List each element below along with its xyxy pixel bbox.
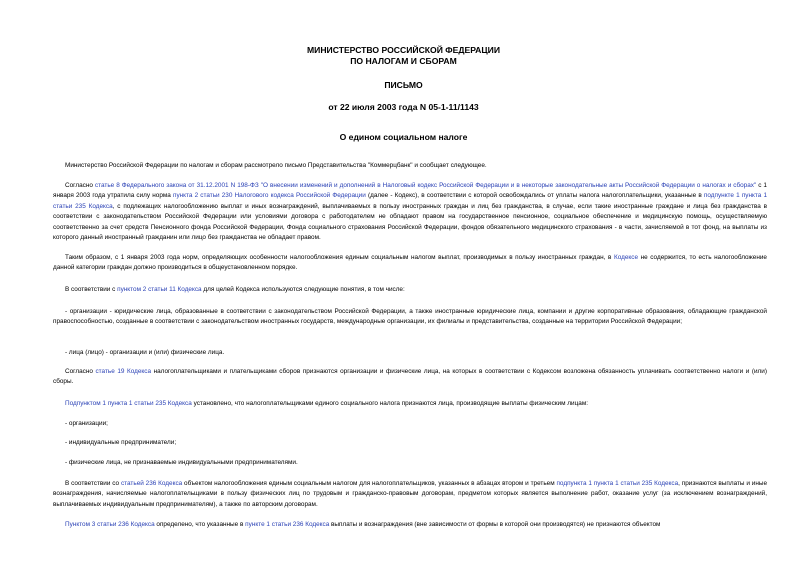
- list-item-organizations: - организации;: [65, 420, 108, 427]
- paragraph-article236: [53, 479, 767, 510]
- paragraph-intro: Министерство Российской Федерации по налогам и сборам рассмотрело письмо Представительства "Коммерцбанк" и сообщает следующее.: [65, 162, 487, 169]
- link-article-236-p1[interactable]: пункте 1 статьи 236 Кодекса: [245, 521, 330, 528]
- list-item-entrepreneurs: - индивидуальные предприниматели;: [65, 439, 177, 446]
- link-article-236-p3[interactable]: Пунктом 3 статьи 236 Кодекса: [65, 521, 155, 528]
- paragraph-conclusion: [53, 253, 767, 274]
- paragraph-article19: [53, 367, 767, 388]
- document-type: ПИСЬМО: [384, 80, 423, 90]
- link-federal-law-198[interactable]: статье 8 Федерального закона от 31.12.2001 N 198-ФЗ "О внесении изменений и дополнений в Налоговый кодекс Российской Федерации и в некоторые законодательные акты Российской Федерации о налогах и сборах": [94, 182, 757, 189]
- text: выплаты и вознаграждения (вне зависимости от формы в которой они производятся) не признаются объектом: [329, 521, 661, 528]
- link-article-235[interactable]: подпункте 1 пункта 1 статьи 235 Кодекса: [53, 192, 768, 210]
- link-subclause-235[interactable]: Подпунктом 1 пункта 1 статьи 235 Кодекса: [65, 400, 192, 407]
- list-item-individuals: - физические лица, не признаваемые индивидуальными предпринимателями.: [65, 459, 298, 466]
- text: установлено, что налогоплательщиками единого социального налога признаются лица, производящие выплаты физическим лицам:: [191, 400, 588, 407]
- text: , с подлежащих налогообложению выплат и иных вознаграждений, выплачиваемых в пользу иностранных граждан и лиц без гражданства, в случае, если такие иностранные граждане и лица без гражданства в соответствии с законодательством Российской Федерации или условиями договора с работодателем не обладают правом на государственное пенсионное, социальное обеспечение и медицинскую помощь, осуществляемую соответственно за счет средств Пенсионного фонда Российской Федерации, Фонда социального страхования Российской Федерации, фондов обязательного медицинского страхования - в части, зачисляемой в тот фонд, на выплаты из которого данный иностранный гражданин или лицо без гражданства не обладает правом.: [53, 202, 767, 242]
- paragraph-article236-p3: [53, 520, 767, 530]
- link-subclause-235-b[interactable]: подпункта 1 пункта 1 статьи 235 Кодекса: [556, 480, 679, 487]
- text: объектом налогообложения единым социальным налогом для налогоплательщиков, указанных в абзацах втором и третьем: [182, 480, 557, 487]
- paragraph-article11: [53, 285, 767, 295]
- document-date-number: от 22 июля 2003 года N 05-1-11/1143: [328, 102, 479, 112]
- link-article-11[interactable]: пунктом 2 статьи 11 Кодекса: [117, 286, 202, 293]
- ministry-title-line2: ПО НАЛОГАМ И СБОРАМ: [350, 56, 457, 66]
- ministry-title-line1: МИНИСТЕРСТВО РОССИЙСКОЙ ФЕДЕРАЦИИ: [306, 45, 501, 55]
- text: В соответствии с: [65, 286, 118, 293]
- text: (далее - Кодекс), в соответствии с которой освобождались от уплаты налога налогоплательщики, указанные в: [365, 192, 704, 200]
- paragraph-persons-def: - лица (лицо) - организации и (или) физические лица.: [65, 349, 225, 356]
- text: Согласно: [65, 182, 95, 189]
- link-article-236[interactable]: статьей 236 Кодекса: [120, 480, 183, 487]
- link-article-230[interactable]: пункта 2 статьи 230 Налогового кодекса Российской Федерации: [172, 192, 366, 200]
- link-article-19[interactable]: статье 19 Кодекса: [95, 368, 152, 375]
- text: не содержится, то есть налогообложение данной категории граждан должно производиться в общеустановленном порядке.: [53, 254, 767, 272]
- text: налогоплательщиками и плательщиками сборов признаются организации и физические лица, на которых в соответствии с Кодексом возложена обязанность уплачивать соответственно налоги и (или) сборы.: [53, 368, 767, 386]
- text: определено, что указанные в: [154, 521, 246, 528]
- text: , признаются выплаты и иные вознаграждения, начисляемые налогоплательщиками в пользу физических лиц по трудовым и гражданско-правовым договорам, предметом которых является выполнение работ, оказание услуг (за исключением вознаграждений, выплачиваемых индивидуальным предпринимателям), а также по авторским договорам.: [53, 480, 768, 508]
- text: Таким образом, с 1 января 2003 года норм, определяющих особенности налогообложения единым социальным налогом выплат, производимых в пользу иностранных граждан, в: [65, 254, 614, 261]
- document-subject: О едином социальном налоге: [339, 132, 468, 142]
- text: для целей Кодекса используются следующие понятия, в том числе:: [201, 286, 405, 293]
- text: В соответствии со: [65, 480, 121, 487]
- paragraph-organizations-def: - организации - юридические лица, образованные в соответствии с законодательством Российской Федерации, а также иностранные юридические лица, компании и другие корпоративные образования, обладающие гражданской правоспособностью, созданные в соответствии с законодательством иностранных государств, международные организации, их филиалы и представительства, созданные на территории Российской Федерации;: [53, 308, 767, 326]
- paragraph-article235: [53, 399, 767, 409]
- text: Согласно: [65, 368, 96, 375]
- link-codex[interactable]: Кодексе: [613, 254, 639, 261]
- paragraph-article8: [53, 181, 767, 243]
- text: с 1 января 2003 года утратила силу норма: [53, 182, 767, 200]
